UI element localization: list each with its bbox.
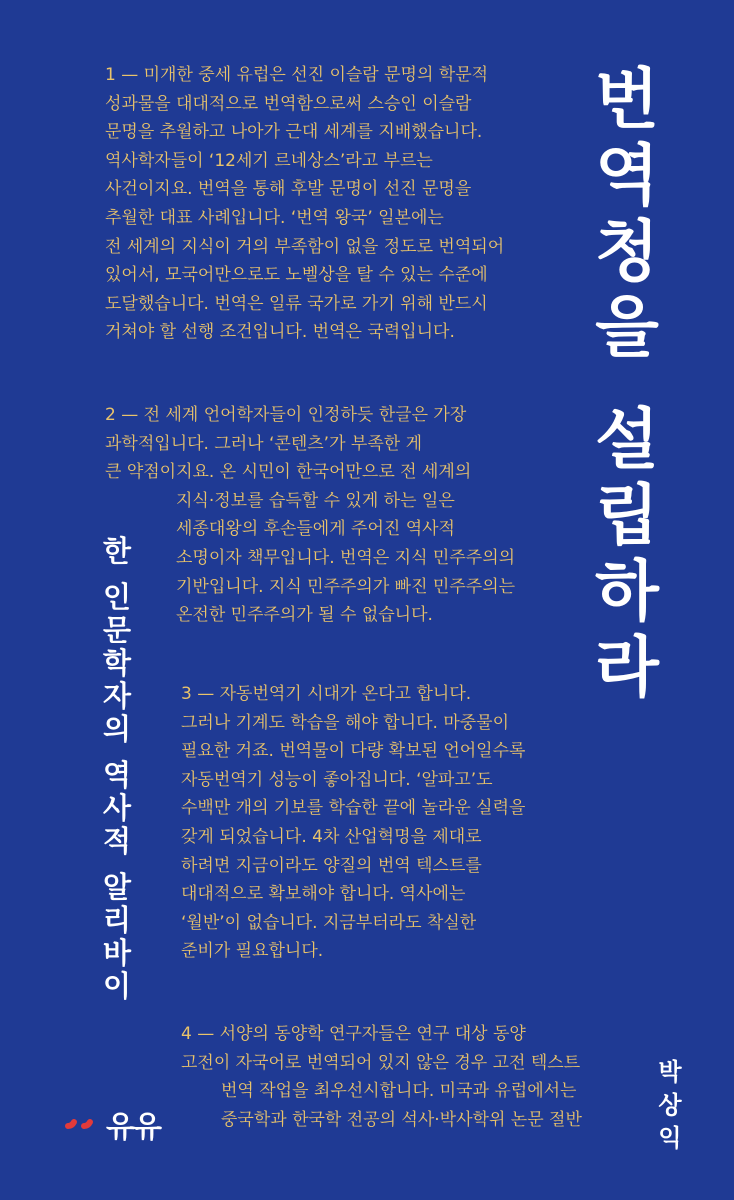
author-name — [652, 1056, 688, 1155]
paragraph-line: 그러나 기계도 학습을 해야 합니다. 마중물이 — [181, 712, 510, 733]
subtitle-char: 한 — [102, 534, 131, 568]
book-subtitle — [96, 535, 138, 1003]
paragraph-line: 3 — 자동번역기 시대가 온다고 합니다. — [181, 684, 472, 704]
author-char: 상 — [658, 1091, 682, 1119]
subtitle-char: 인 — [102, 580, 131, 614]
subtitle-char: 이 — [102, 969, 131, 1003]
paragraph-line: 대대적으로 확보해야 합니다. 역사에는 — [181, 884, 466, 905]
paragraph-line: 소명이자 책무입니다. 번역은 지식 민주주의의 — [176, 547, 516, 568]
paragraph-line: 수백만 개의 기보를 학습한 끝에 놀라운 실력을 — [181, 798, 526, 819]
author-char: 박 — [658, 1058, 682, 1086]
paragraph-line: 자동번역기 성능이 좋아집니다. ‘알파고’도 — [181, 769, 493, 790]
title-char: 하 — [595, 553, 659, 630]
paragraph-line: 추월한 대표 사례입니다. ‘번역 왕국’ 일본에는 — [105, 207, 444, 228]
paragraph-line: 준비가 필요합니다. — [181, 941, 324, 962]
paragraph-line: 역사학자들이 ‘12세기 르네상스’라고 부르는 — [105, 150, 433, 171]
subtitle-char: 사 — [102, 791, 131, 825]
subtitle-char: 학 — [102, 646, 131, 680]
paragraph-line: 거쳐야 할 선행 조건입니다. 번역은 국력입니다. — [105, 322, 455, 343]
paragraph-line: 과학적입니다. 그러나 ‘콘텐츠’가 부족한 게 — [105, 433, 423, 454]
quote-mark-icon — [68, 1122, 74, 1126]
title-char: 라 — [595, 629, 659, 706]
paragraph-line: 전 세계의 지식이 거의 부족함이 없을 정도로 번역되어 — [105, 236, 505, 257]
paragraph-line: 1 — 미개한 중세 유럽은 선진 이슬람 문명의 학문적 — [105, 65, 489, 85]
subtitle-char: 알 — [102, 870, 131, 904]
paragraph-line: 2 — 전 세계 언어학자들이 인정하듯 한글은 가장 — [105, 405, 467, 425]
quote-mark-icon — [84, 1122, 90, 1126]
paragraph-line: 세종대왕의 후손들에게 주어진 역사적 — [176, 519, 455, 540]
title-char: 설 — [595, 401, 659, 478]
paragraph-line: 있어서, 모국어만으로도 노벨상을 탈 수 있는 수준에 — [105, 265, 488, 286]
subtitle-char: 바 — [102, 936, 131, 970]
paragraph-line: 문명을 추월하고 나아가 근대 세계를 지배했습니다. — [105, 122, 483, 143]
author-char: 익 — [658, 1124, 682, 1152]
book-title — [591, 62, 663, 706]
paragraph-line: 고전이 자국어로 번역되어 있지 않은 경우 고전 텍스트 — [181, 1052, 581, 1073]
paragraph-2 — [105, 401, 515, 630]
paragraph-line: 하려면 지금이라도 양질의 번역 텍스트를 — [181, 855, 482, 876]
paragraph-line: 기반입니다. 지식 민주주의가 빠진 민주주의는 — [176, 576, 516, 597]
paragraph-line: 갖게 되었습니다. 4차 산업혁명을 제대로 — [181, 826, 482, 847]
title-char: 립 — [595, 477, 659, 554]
subtitle-char: 자 — [102, 679, 131, 713]
paragraph-line: 성과물을 대대적으로 번역함으로써 스승인 이슬람 — [105, 93, 472, 114]
title-char: 번 — [595, 61, 659, 138]
title-char: 역 — [595, 137, 659, 214]
paragraph-3 — [181, 680, 525, 966]
paragraph-line: ‘월반’이 없습니다. 지금부터라도 착실한 — [181, 912, 477, 933]
subtitle-char: 적 — [102, 824, 131, 858]
paragraph-line: 필요한 거죠. 번역물이 다량 확보된 언어일수록 — [181, 741, 526, 762]
paragraph-line: 도달했습니다. 번역은 일류 국가로 가기 위해 반드시 — [105, 293, 488, 314]
paragraph-line: 중국학과 한국학 전공의 석사·박사학위 논문 절반 — [221, 1109, 582, 1130]
paragraph-line: 번역 작업을 최우선시합니다. 미국과 유럽에서는 — [221, 1081, 577, 1102]
subtitle-char: 역 — [102, 758, 131, 792]
publisher-logo: 유유 — [106, 1110, 160, 1145]
paragraph-line: 사건이지요. 번역을 통해 후발 문명이 선진 문명을 — [105, 179, 472, 200]
subtitle-char: 리 — [102, 903, 131, 937]
paragraph-1 — [105, 61, 504, 347]
title-char: 을 — [595, 289, 659, 366]
title-char: 청 — [595, 213, 659, 290]
subtitle-char: 의 — [102, 712, 131, 746]
subtitle-char: 문 — [102, 613, 131, 647]
paragraph-line: 온전한 민주주의가 될 수 없습니다. — [176, 605, 433, 626]
paragraph-line: 4 — 서양의 동양학 연구자들은 연구 대상 동양 — [181, 1024, 526, 1044]
paragraph-line: 지식·정보를 습득할 수 있게 하는 일은 — [176, 490, 455, 511]
paragraph-line: 큰 약점이지요. 온 시민이 한국어만으로 전 세계의 — [105, 462, 472, 483]
paragraph-4 — [181, 1020, 582, 1134]
